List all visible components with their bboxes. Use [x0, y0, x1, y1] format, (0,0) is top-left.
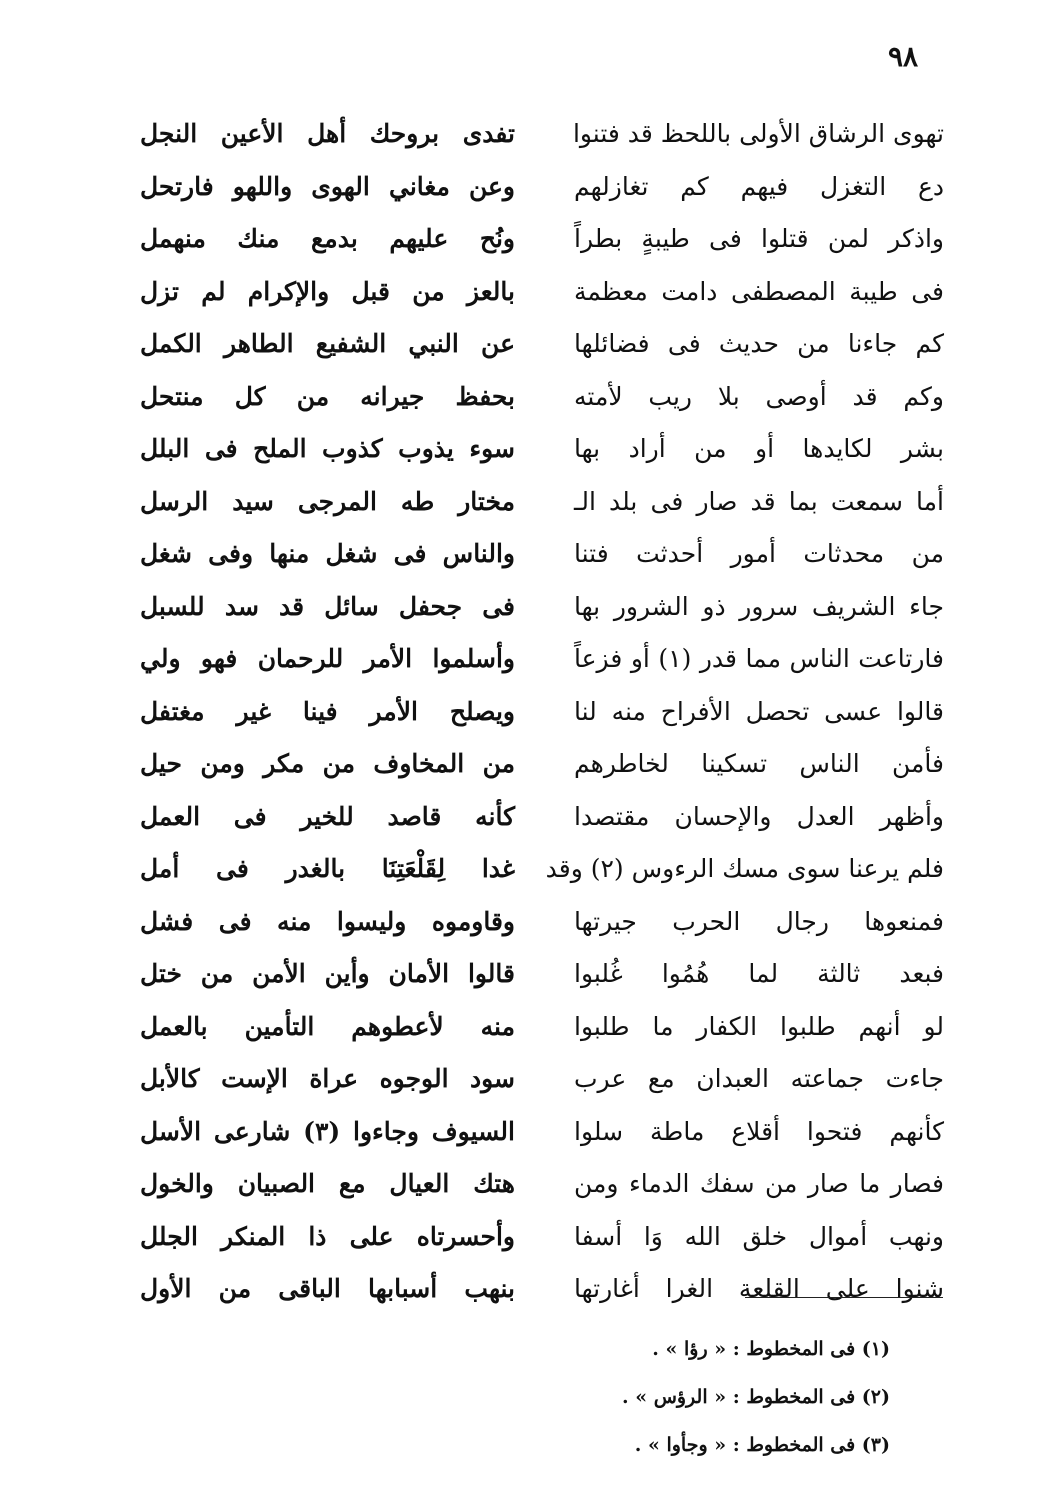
verse-second-hemistich: وقاوموه وليسوا منه فى فشل: [140, 906, 515, 936]
verse-second-hemistich: والناس فى شغل منها وفى شغل: [140, 539, 515, 568]
verse-first-hemistich: لو أنهم طلبوا الكفار ما طلبوا: [574, 1011, 944, 1041]
verse-first-hemistich: أما سمعت بما قد صار فى بلد الـ: [574, 486, 944, 516]
verse-first-hemistich: فمنعوها رجال الحرب جيرتها: [574, 906, 944, 936]
verse-first-hemistich: كأنهم فتحوا أقلاع ماطة سلوا: [574, 1116, 944, 1146]
verse-second-hemistich: من المخاوف من مكر ومن حيل: [140, 749, 515, 778]
verse-second-hemistich: تفدى بروحك أهل الأعين النجل: [140, 119, 515, 148]
verse-first-hemistich: دع التغزل فيهم كم تغازلهم: [574, 171, 944, 201]
verse-first-hemistich: وكم قد أوصى بلا ريب لأمته: [574, 381, 944, 411]
verse-second-hemistich: عن النبي الشفيع الطاهر الكمل: [140, 329, 515, 358]
verse-first-hemistich: فى طيبة المصطفى دامت معظمة: [574, 276, 944, 306]
verse-first-hemistich: جاء الشريف سرور ذو الشرور بها: [574, 591, 944, 621]
verse-second-hemistich: وأحسرتاه على ذا المنكر الجلل: [140, 1221, 515, 1251]
verse-second-hemistich: قالوا الأمان وأين الأمن من ختل: [140, 959, 515, 988]
verse-first-hemistich: تهوى الرشاق الأولى باللحظ قد فتنوا: [572, 119, 944, 148]
verse-first-hemistich: قالوا عسى تحصل الأفراح منه لنا: [574, 696, 944, 726]
verse-second-hemistich: غدا لِقَلْعَتِنَا بالغدر فى أمل: [140, 854, 515, 883]
verse-first-hemistich: وأظهر العدل والإحسان مقتصدا: [574, 801, 944, 831]
verse-first-hemistich: بشر لكايدها أو من أراد بها: [574, 434, 944, 463]
verse-first-hemistich: واذكر لمن قتلوا فى طيبةٍ بطراً: [574, 224, 944, 253]
verse-second-hemistich: وأسلموا الأمر للرحمان فهو ولي: [140, 644, 515, 673]
verse-second-hemistich: ويصلح الأمر فينا غير مغتفل: [140, 696, 515, 726]
verse-first-hemistich: فارتاعت الناس مما قدر (١) أو فزعاً: [574, 644, 944, 673]
footnote-item: (١) فى المخطوط : « رؤا » .: [652, 1338, 890, 1360]
verse-first-hemistich: ونهب أموال خلق الله وَا أسفا: [574, 1221, 944, 1251]
verse-second-hemistich: بالعز من قبل والإكرام لم تزل: [140, 276, 515, 306]
poem-right-column: [545, 108, 944, 1316]
poem-left-column: [140, 108, 515, 1316]
verse-first-hemistich: فأمن الناس تسكينا لخاطرهم: [574, 749, 944, 778]
verse-first-hemistich: جاءت جماعته العبدان مع عرب: [574, 1064, 944, 1093]
verse-second-hemistich: هتك العيال مع الصبيان والخول: [140, 1169, 515, 1198]
footnote-divider: [745, 1297, 943, 1298]
verse-second-hemistich: بحفظ جيرانه من كل منتحل: [140, 381, 515, 411]
footnotes: [560, 1325, 890, 1469]
verse-second-hemistich: ونُح عليهم بدمع منك منهمل: [140, 224, 515, 253]
verse-first-hemistich: من محدثات أمور أحدثت فتنا: [574, 539, 944, 568]
verse-second-hemistich: سود الوجوه عراة الإست كالأبل: [140, 1064, 515, 1093]
verse-first-hemistich: فلم يرعنا سوى مسك الرءوس (٢) وقد: [545, 854, 944, 883]
verse-second-hemistich: منه لأعطوهم التأمين بالعمل: [140, 1011, 515, 1041]
verse-second-hemistich: كأنه قاصد للخير فى العمل: [140, 801, 515, 831]
page-number: ٩٨: [887, 40, 919, 73]
verse-second-hemistich: السيوف وجاءوا (٣) شارعى الأسل: [140, 1116, 515, 1146]
verse-second-hemistich: وعن مغاني الهوى واللهو فارتحل: [140, 171, 515, 201]
verse-first-hemistich: كم جاءنا من حديث فى فضائلها: [574, 329, 944, 358]
verse-second-hemistich: مختار طه المرجى سيد الرسل: [140, 486, 515, 516]
verse-second-hemistich: فى جحفل سائل قد سد للسبل: [140, 591, 515, 621]
verse-first-hemistich: فصار ما صار من سفك الدماء ومن: [574, 1169, 944, 1198]
verse-second-hemistich: بنهب أسبابها الباقى من الأول: [140, 1274, 515, 1303]
footnote-item: (٣) فى المخطوط : « وجأوا » .: [634, 1434, 890, 1456]
verse-first-hemistich: فبعد ثالثة لما هُمُوا غُلبوا: [574, 959, 944, 988]
verse-second-hemistich: سوء يذوب كذوب الملح فى البلل: [140, 434, 515, 463]
footnote-item: (٢) فى المخطوط : « الرؤس » .: [621, 1386, 890, 1408]
verse-first-hemistich: شنوا على القلعة الغرا أغارتها: [574, 1274, 944, 1303]
